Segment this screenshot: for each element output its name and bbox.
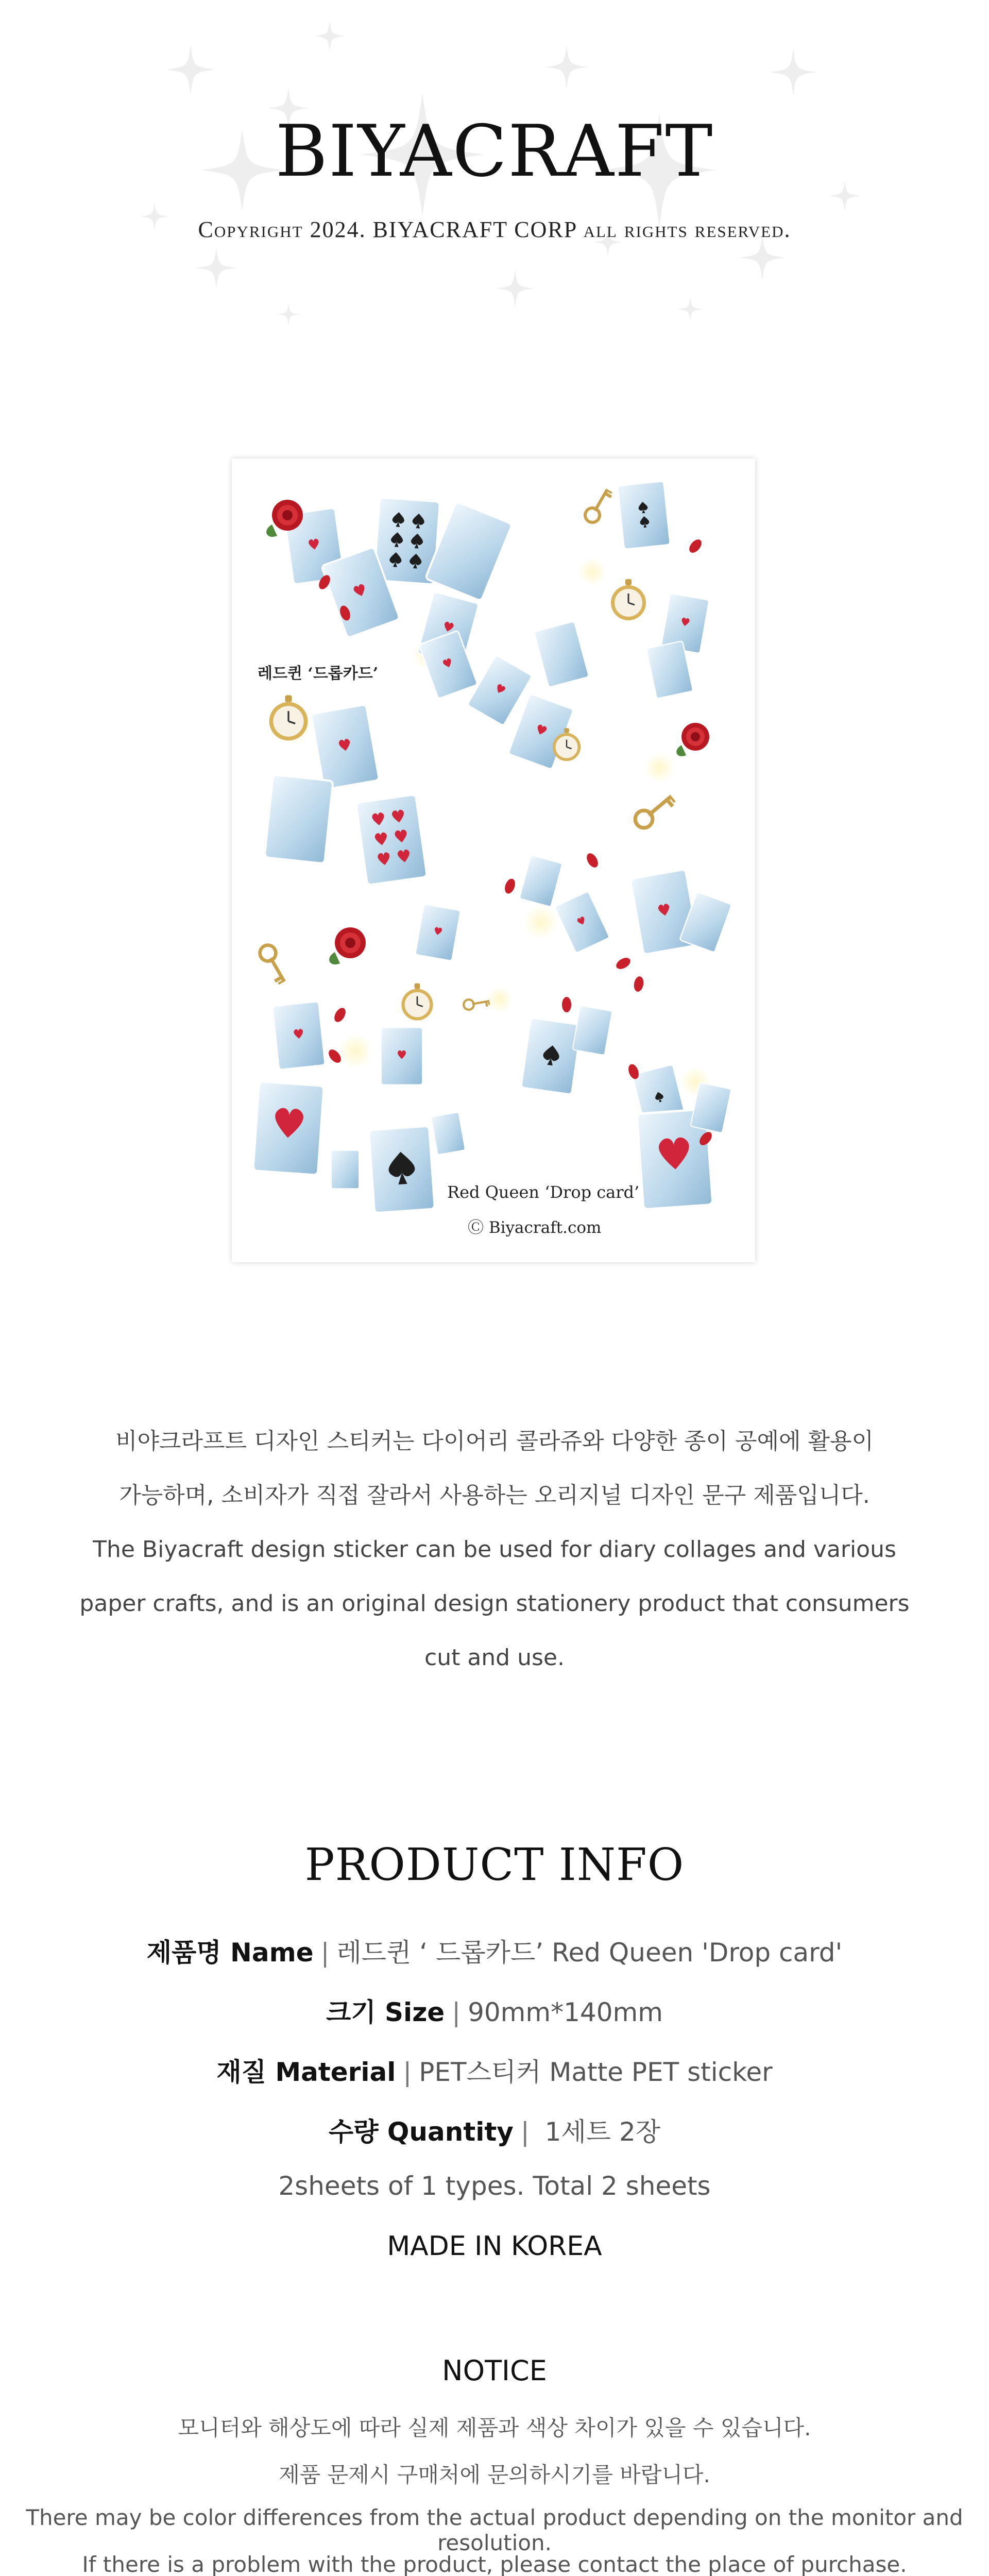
sticker-credit: Ⓒ Biyacraft.com <box>468 1218 602 1237</box>
description-line: 비야크라프트 디자인 스티커는 다이어리 콜라쥬와 다양한 종이 공예에 활용이 <box>115 1428 874 1454</box>
notice-title: NOTICE <box>442 2354 547 2387</box>
product-sheets-text: 2sheets of 1 types. Total 2 sheets <box>278 2171 711 2201</box>
notice-line: 제품 문제시 구매처에 문의하시기를 바랍니다. <box>279 2462 710 2487</box>
description-line: The Biyacraft design sticker can be used for diary collages and various <box>93 1536 896 1563</box>
description-line: cut and use. <box>424 1645 565 1671</box>
product-material-value: PET스티커 Matte PET sticker <box>419 2057 773 2087</box>
description-block <box>0 1414 989 1685</box>
notice-line: There may be color differences from the actual product depending on the monitor and resolution. <box>26 2505 963 2555</box>
product-name-key: 제품명 Name <box>146 1938 314 1968</box>
product-material-key: 재질 Material <box>216 2057 396 2087</box>
description-line: 가능하며, 소비자가 직접 잘라서 사용하는 오리지널 디자인 문구 제품입니다. <box>119 1482 870 1509</box>
product-quantity-value: 1세트 2장 <box>536 2117 661 2147</box>
brand-title: BIYACRAFT <box>275 110 714 193</box>
product-quantity-key: 수량 Quantity <box>328 2117 514 2147</box>
product-size-key: 크기 Size <box>326 1997 445 2027</box>
separator: | <box>320 1938 330 1968</box>
sticker-sheet-image <box>232 459 755 1262</box>
product-info-title: PRODUCT INFO <box>304 1839 685 1891</box>
sticker-artwork <box>232 459 755 1262</box>
product-size-value: 90mm*140mm <box>468 1997 663 2027</box>
copyright-text: Copyright 2024. BIYACRAFT CORP all rights reserved. <box>198 217 791 242</box>
product-name-value: 레드퀸 ‘ 드롭카드’ Red Queen 'Drop card' <box>336 1938 843 1968</box>
description-line: paper crafts, and is an original design stationery product that consumers <box>79 1590 910 1617</box>
product-name-row <box>0 1932 989 1969</box>
sticker-label-bottom: Red Queen ‘Drop card’ <box>447 1182 640 1202</box>
notice-line: If there is a problem with the product, please contact the place of purchase. <box>82 2552 907 2576</box>
product-size-row <box>0 1992 989 2029</box>
notice-line: 모니터와 해상도에 따라 실제 제품과 색상 차이가 있을 수 있습니다. <box>178 2415 811 2441</box>
product-quantity-row <box>0 2111 989 2148</box>
separator: | <box>452 1997 461 2027</box>
header <box>0 0 989 330</box>
made-in-text: MADE IN KOREA <box>387 2231 602 2262</box>
separator: | <box>403 2057 412 2087</box>
sticker-label-top: 레드퀸 ‘드롭카드’ <box>258 665 379 683</box>
product-material-row <box>0 2052 989 2089</box>
separator: | <box>520 2117 530 2147</box>
